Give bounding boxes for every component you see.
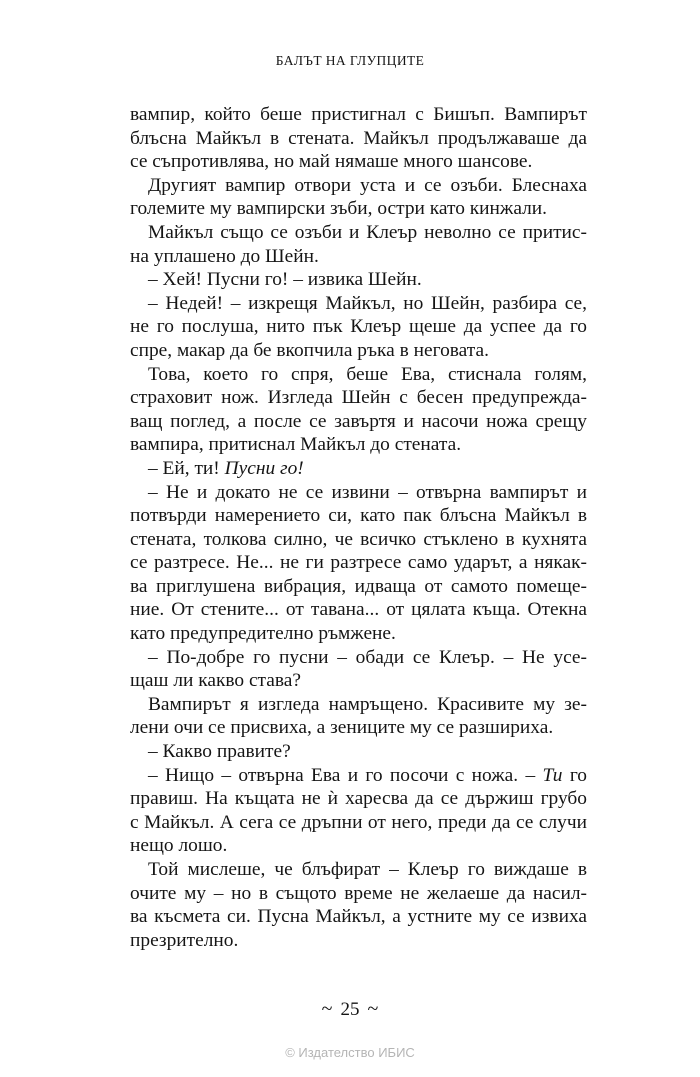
text-line-content: потвърди намерението си, като пак блъсна Майкъл в — [130, 505, 587, 527]
text-line — [130, 716, 587, 740]
text-line — [130, 882, 587, 906]
text-line — [130, 245, 587, 269]
text-line — [130, 811, 587, 835]
text-line — [130, 315, 587, 339]
text-line-content: страховит нож. Изгледа Шейн с бесен предупрежда- — [130, 387, 587, 409]
text-line — [130, 150, 587, 174]
text-line-content: – Нищо – отвърна Ева и го посочи с ножа. – — [148, 764, 543, 786]
text-line — [130, 433, 587, 457]
text-line — [130, 693, 587, 717]
text-line-emphasis: Ти — [542, 764, 563, 786]
text-line — [130, 292, 587, 316]
ornament-tilde-right: ~ — [367, 998, 379, 1020]
text-line-content: ние. От стените... от тавана... от цялата къща. Отекна — [130, 599, 587, 621]
text-line — [130, 481, 587, 505]
text-line — [130, 834, 587, 858]
text-line — [130, 363, 587, 387]
text-line-content: щаш ли какво става? — [130, 670, 301, 692]
text-line-content: Майкъл също се озъби и Клеър неволно се притис- — [148, 221, 587, 243]
text-line — [130, 858, 587, 882]
text-line — [130, 127, 587, 151]
text-line — [130, 174, 587, 198]
text-line-content: като предупредително ръмжене. — [130, 623, 396, 645]
text-line-content: – Недей! – изкрещя Майкъл, но Шейн, разбира се, — [148, 292, 587, 314]
text-line-content: стената, толкова силно, че всичко стъклено в кухнята — [130, 528, 587, 550]
text-line-content: с Майкъл. А сега се дръпни от него, преди да се случи — [130, 811, 587, 833]
text-line-content: – Не и докато не се извини – отвърна вампирът и — [148, 481, 587, 503]
text-line — [130, 103, 587, 127]
text-line-content: лени очи се присвиха, а зениците му се разшириха. — [130, 717, 554, 739]
running-header: БАЛЪТ НА ГЛУПЦИТЕ — [275, 53, 425, 68]
text-line-content: се разтресе. Не... не ги разтресе само ударът, а някак- — [130, 552, 587, 574]
text-line — [130, 197, 587, 221]
copyright-notice: © Издателство ИБИС — [285, 1045, 415, 1060]
text-line — [130, 764, 587, 788]
text-line-content: вампира, притиснал Майкъл до стената. — [130, 434, 462, 456]
text-line-content: на уплашено до Шейн. — [130, 245, 319, 267]
text-line-content: блъсна Майкъл в стената. Майкъл продължаваше да — [130, 127, 587, 149]
text-line — [130, 339, 587, 363]
text-line-content: очите му – но в същото време не желаеше да насил- — [130, 882, 587, 904]
text-line — [130, 551, 587, 575]
text-line — [130, 504, 587, 528]
ornament-tilde-left: ~ — [321, 998, 333, 1020]
body-text — [130, 103, 587, 952]
text-line-content: – Какво правите? — [148, 741, 291, 763]
text-line-content: – Хей! Пусни го! – извика Шейн. — [148, 269, 422, 291]
text-line-content: Вампирът я изгледа намръщено. Красивите му зе- — [148, 693, 587, 715]
text-line — [130, 457, 587, 481]
text-line-content: ва приглушена вибрация, идваща от самото помеще- — [130, 575, 587, 597]
text-line — [130, 221, 587, 245]
text-line — [130, 787, 587, 811]
page-number — [0, 998, 700, 1021]
text-line-content: правиш. На къщата не ѝ харесва да се държиш грубо — [130, 788, 587, 810]
text-line-content: големите му вампирски зъби, остри като кинжали. — [130, 198, 548, 220]
text-line-content: нещо лошо. — [130, 835, 228, 857]
text-line-content: го — [562, 764, 587, 786]
text-line — [130, 410, 587, 434]
text-line — [130, 929, 587, 953]
text-line-content: ващ поглед, а после се завъртя и насочи ножа срещу — [130, 410, 587, 432]
text-line-content: вампир, който беше пристигнал с Бишъп. Вампирът — [130, 104, 587, 125]
text-line-emphasis: Пусни го! — [224, 457, 304, 479]
text-line-content: се съпротивлява, но май нямаше много шансове. — [130, 151, 533, 173]
text-line — [130, 669, 587, 693]
text-line-content: спре, макар да бе вкопчила ръка в неговата. — [130, 339, 489, 361]
text-line — [130, 528, 587, 552]
text-line — [130, 598, 587, 622]
text-line-content: презрително. — [130, 929, 239, 951]
text-line — [130, 386, 587, 410]
text-line — [130, 622, 587, 646]
text-line — [130, 740, 587, 764]
text-line — [130, 646, 587, 670]
text-line-content: Другият вампир отвори уста и се озъби. Блеснаха — [148, 174, 587, 196]
text-line-content: – Ей, ти! — [148, 457, 225, 479]
text-line — [130, 268, 587, 292]
text-line-content: – По-добре го пусни – обади се Клеър. – Не усе- — [148, 646, 587, 668]
page-number-value: 25 — [340, 999, 360, 1020]
text-line-content: Това, което го спря, беше Ева, стиснала голям, — [148, 363, 587, 385]
text-line — [130, 905, 587, 929]
text-line — [130, 575, 587, 599]
text-line-content: не го послуша, нито пък Клеър щеше да успее да го — [130, 316, 587, 338]
text-line-content: Той мислеше, че блъфират – Клеър го виждаше в — [148, 859, 587, 880]
text-line-content: ва късмета си. Пусна Майкъл, а устните му се извиха — [130, 906, 587, 928]
